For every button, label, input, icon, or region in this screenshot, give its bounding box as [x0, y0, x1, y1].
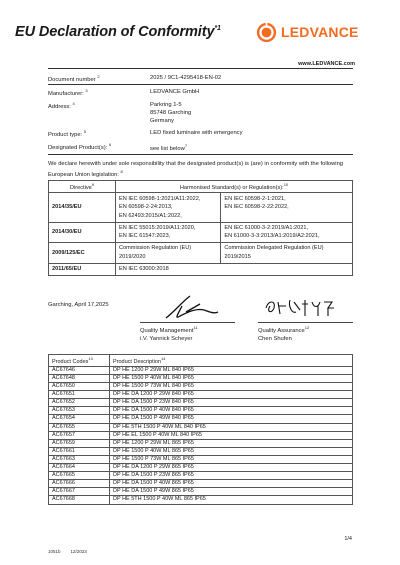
product-code-cell: AC67663 [49, 455, 110, 463]
directive-cell: 2014/35/EU [49, 193, 116, 222]
place-and-date: Garching, April 17,2025 [48, 302, 109, 308]
standards-left-cell: EN IEC 55015:2019/A11:2020, EN IEC 61547:2023, [116, 222, 221, 243]
product-header-row [49, 355, 353, 367]
table-row [49, 423, 353, 431]
table-row [49, 407, 353, 415]
product-description-header: Product Description$^{14}$ [110, 355, 353, 367]
product-code-cell: AC67667 [49, 488, 110, 496]
table-row [49, 431, 353, 439]
product-code-cell: AC67655 [49, 423, 110, 431]
product-code-cell: AC67646 [49, 366, 110, 374]
declaration-page: EU Declaration of Conformity$^{*1}$ LEDVANCE www.LEDVANCE.com Document number $^2$ 2025 / 9C1-4295418-EN-02 Manufacturer: $^3$ LEDVANCE GmbH Address: $^4$ Parkring 1-5 85748 Garching Germany Product type: $^5$ LED fixed luminaire with emergency Designated Product(s): $^6$ see list below$^7$ We declare herewith under sole responsibility that the designated product(s) is (are) in conformity with the following European Union legislation: $^8$ Directive$^9$ Harmonised Standard(s) or Regulation(s):$^{10}$ 2014/35/EU EN IEC 60598-1:2021/A11:2022, EN 60598-2-24:2013, EN 62493:2015/A1:2022, EN IEC 60598-2-1:2021, EN IEC 60598-2-22:2022, 2014/30/EU EN IEC 55015:2019/A11:2020, EN IEC 61547:2023, EN IEC 61000-3-2:2019/A1:2021, EN 61000-3-3:2013/A1:2019/A2:2021, 2009/125/EC Commission Regulation (EU) 2019/2020 Commission Delegated Regulation (EU) 2019/2015 2011/65/EU EN IEC 63000:2018 Garching, April 17,2025 Quality Management$^{11}$ i.V. Yannick Scheyer Quality Assurance$^{12}$ Chen Shufen Product Codes$^{13}$ Product Description$^{14}$ AC67646 DP HE 1200 P 29W ML 840 IP65 AC67648 DP HE 1500 P 40W ML 840 IP65 AC67650 DP HE 1500 P 73W ML 840 IP65 AC67651 DP HE DA 1200 P 29W 840 IP65 AC67652 DP HE DA 1500 P 23W 840 IP65 AC67653 DP HE DA 1500 P 40W 840 IP65 AC67654 DP HE DA 1500 P 49W 840 IP65 AC67655 DP HE 5TH 1500 P 40W ML 840 IP65 AC67657 DP HE EL 1500 P 40W ML 840 IP65 AC67659 DP HE 1200 P 29W ML 865 IP65 AC67661 DP HE 1500 P 40W ML 865 IP65 AC67663 DP HE 1500 P 73W ML 865 IP65 AC67664 DP HE DA 1200 P 29W 865 IP65 AC67665 DP HE DA 1500 P 23W 865 IP65 AC67666 DP HE DA 1500 P 40W 865 IP65 AC67667 DP HE DA 1500 P 49W 865 IP65 AC67668 DP HE 5TH 1500 P 40W ML 865 IP65 1/4 1051b 12/2023 [0, 0, 400, 565]
signature-line-right [258, 322, 353, 323]
directive-header: Directive$^9$ [49, 181, 116, 193]
product-code-cell: AC67665 [49, 472, 110, 480]
standards-right-cell: EN IEC 60598-2-1:2021, EN IEC 60598-2-22:2022, [221, 193, 353, 222]
product-description-cell: DP HE EL 1500 P 40W ML 840 IP65 [110, 431, 353, 439]
footer: 1051b 12/2023 [48, 549, 87, 554]
standards-left-cell: Commission Regulation (EU) 2019/2020 [116, 243, 221, 264]
product-description-cell: DP HE 1500 P 73W ML 865 IP65 [110, 455, 353, 463]
ledvance-logo [256, 21, 359, 43]
directive-cell: 2011/65/EU [49, 263, 116, 275]
page-title: EU Declaration of Conformity$^{*1}$ [15, 24, 221, 40]
product-description-cell: DP HE 1500 P 40W ML 865 IP65 [110, 447, 353, 455]
table-row [49, 399, 353, 407]
product-code-cell: AC67661 [49, 447, 110, 455]
product-code-cell: AC67652 [49, 399, 110, 407]
declaration-text: We declare herewith under sole responsibility that the designated product(s) is (are) in conformity with the following European Union legislation: $^8$ [48, 161, 344, 178]
header-divider [48, 68, 353, 69]
product-description-cell: DP HE DA 1500 P 40W 840 IP65 [110, 407, 353, 415]
product-description-cell: DP HE DA 1200 P 29W 840 IP65 [110, 391, 353, 399]
table-row [49, 496, 353, 504]
brand-name: LEDVANCE [281, 24, 359, 40]
product-description-cell: DP HE DA 1500 P 49W 865 IP65 [110, 488, 353, 496]
page-number: 1/4 [344, 536, 352, 542]
sun-logo-icon [256, 22, 277, 43]
product-code-cell: AC67650 [49, 383, 110, 391]
product-description-cell: DP HE DA 1500 P 23W 840 IP65 [110, 399, 353, 407]
regulations-header-row [49, 181, 353, 193]
standards-header: Harmonised Standard(s) or Regulation(s):$^{10}$ [116, 181, 353, 193]
regulations-table [48, 180, 353, 276]
table-row [49, 415, 353, 423]
product-description-cell: DP HE DA 1200 P 29W 865 IP65 [110, 464, 353, 472]
product-description-cell: DP HE 1200 P 29W ML 840 IP65 [110, 366, 353, 374]
directive-cell: 2014/30/EU [49, 222, 116, 243]
regulation-row [49, 222, 353, 243]
product-description-cell: DP HE 1500 P 73W ML 840 IP65 [110, 383, 353, 391]
table-row [49, 464, 353, 472]
product-table [48, 354, 353, 505]
product-description-cell: DP HE 5TH 1500 P 40W ML 840 IP65 [110, 423, 353, 431]
signature-quality-assurance [262, 294, 342, 320]
directive-cell: 2009/125/EC [49, 243, 116, 264]
table-row [49, 366, 353, 374]
product-code-cell: AC67659 [49, 439, 110, 447]
website-link[interactable]: www.LEDVANCE.com [298, 61, 355, 67]
table-row [49, 447, 353, 455]
info-divider [48, 84, 353, 85]
product-code-cell: AC67657 [49, 431, 110, 439]
product-list [49, 366, 353, 504]
table-row [49, 488, 353, 496]
table-row [49, 455, 353, 463]
product-code-cell: AC67668 [49, 496, 110, 504]
table-row [49, 472, 353, 480]
standards-right-cell: Commission Delegated Regulation (EU) 2019/2015 [221, 243, 353, 264]
standards-left-cell: EN IEC 60598-1:2021/A11:2022, EN 60598-2-24:2013, EN 62493:2015/A1:2022, [116, 193, 221, 222]
signature-quality-management [160, 292, 220, 326]
table-row [49, 375, 353, 383]
regulation-row [49, 243, 353, 264]
regulation-row [49, 263, 353, 275]
table-row [49, 383, 353, 391]
signature-line-left [140, 322, 235, 323]
product-description-cell: DP HE DA 1500 P 49W 840 IP65 [110, 415, 353, 423]
product-description-cell: DP HE DA 1500 P 40W 865 IP65 [110, 480, 353, 488]
standards-right-cell: EN IEC 61000-3-2:2019/A1:2021, EN 61000-3-3:2013/A1:2019/A2:2021, [221, 222, 353, 243]
product-description-cell: DP HE 5TH 1500 P 40W ML 865 IP65 [110, 496, 353, 504]
table-row [49, 391, 353, 399]
table-row [49, 480, 353, 488]
table-row [49, 439, 353, 447]
product-code-cell: AC67648 [49, 375, 110, 383]
info-divider-bottom [48, 154, 353, 155]
product-code-cell: AC67653 [49, 407, 110, 415]
signer-quality-assurance: Quality Assurance$^{12}$ Chen Shufen [258, 325, 310, 342]
product-description-cell: DP HE 1200 P 29W ML 865 IP65 [110, 439, 353, 447]
product-code-header: Product Codes$^{13}$ [49, 355, 110, 367]
product-description-cell: DP HE DA 1500 P 23W 865 IP65 [110, 472, 353, 480]
product-code-cell: AC67666 [49, 480, 110, 488]
standards-left-cell: EN IEC 63000:2018 [116, 263, 353, 275]
product-code-cell: AC67664 [49, 464, 110, 472]
product-code-cell: AC67654 [49, 415, 110, 423]
regulation-row [49, 193, 353, 222]
signer-quality-management: Quality Management$^{11}$ i.V. Yannick Scheyer [140, 325, 198, 342]
product-code-cell: AC67651 [49, 391, 110, 399]
product-description-cell: DP HE 1500 P 40W ML 840 IP65 [110, 375, 353, 383]
